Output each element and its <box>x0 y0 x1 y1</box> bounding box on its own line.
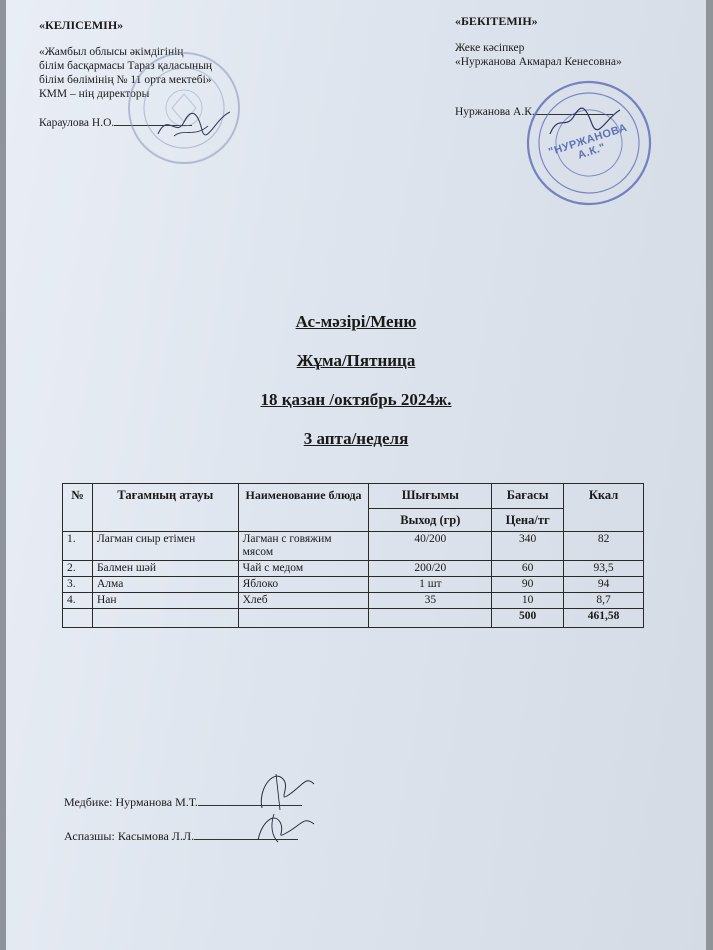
row-name-kz: Нан <box>92 593 238 609</box>
approved-line-1: Жеке кәсіпкер <box>455 42 525 54</box>
week-title: 3 апта/неделя <box>303 429 409 448</box>
row-kcal: 8,7 <box>564 593 644 609</box>
table-row <box>63 577 644 593</box>
approved-heading: «БЕКІТЕМІН» <box>455 14 538 28</box>
header-kcal: Ккал <box>564 484 644 532</box>
agreed-line-4: КММ – нің директоры <box>39 88 150 100</box>
header-name-kz: Тағамның атауы <box>92 484 238 532</box>
row-kcal: 93,5 <box>564 561 644 577</box>
totals-empty <box>92 609 238 628</box>
stamp-name: "НУРЖАНОВА А.К." <box>547 121 629 162</box>
agreed-line-3: білім бөлімінің № 11 орта мектебі» <box>39 74 212 86</box>
table-row <box>63 593 644 609</box>
row-yield: 200/20 <box>369 561 492 577</box>
row-kcal: 94 <box>564 577 644 593</box>
menu-title: Ас-мәзірі/Меню <box>295 312 417 331</box>
row-name-kz: Балмен шәй <box>92 561 238 577</box>
row-name-ru: Лагман с говяжим мясом <box>238 532 369 561</box>
row-num: 2. <box>63 561 93 577</box>
row-name-kz: Алма <box>92 577 238 593</box>
row-name-kz: Лагман сиыр етімен <box>92 532 238 561</box>
cook-label: Аспазшы: Касымова Л.Л. <box>64 829 195 843</box>
header-name-ru: Наименование блюда <box>238 484 369 532</box>
row-price: 10 <box>492 593 564 609</box>
totals-kcal: 461,58 <box>564 609 644 628</box>
row-name-ru: Чай с медом <box>238 561 369 577</box>
row-yield: 35 <box>369 593 492 609</box>
nurse-label: Медбике: Нурманова М.Т. <box>64 795 198 809</box>
totals-empty <box>63 609 93 628</box>
header-price-ru: Цена/тг <box>492 509 564 532</box>
totals-row <box>63 609 644 628</box>
totals-empty <box>238 609 369 628</box>
agreed-line-2: білім басқармасы Тараз қаласының <box>39 60 213 72</box>
totals-price: 500 <box>492 609 564 628</box>
agreed-signer: Караулова Н.О. <box>39 117 115 129</box>
row-price: 340 <box>492 532 564 561</box>
table-header-row <box>63 484 644 509</box>
row-name-ru: Хлеб <box>238 593 369 609</box>
date-title: 18 қазан /октябрь 2024ж. <box>260 390 452 409</box>
menu-table <box>62 483 644 628</box>
row-num: 3. <box>63 577 93 593</box>
table-row <box>63 532 644 561</box>
header-yield-kz: Шығымы <box>369 484 492 509</box>
title-block <box>6 312 706 468</box>
agreed-heading: «КЕЛІСЕМІН» <box>39 18 124 32</box>
director-signature-icon <box>154 108 234 142</box>
header-price-kz: Бағасы <box>492 484 564 509</box>
row-yield: 1 шт <box>369 577 492 593</box>
row-num: 4. <box>63 593 93 609</box>
day-title: Жұма/Пятница <box>296 351 416 370</box>
document-page <box>6 0 706 950</box>
approved-line-2: «Нуржанова Акмарал Кенесовна» <box>455 56 622 68</box>
row-kcal: 82 <box>564 532 644 561</box>
row-yield: 40/200 <box>369 532 492 561</box>
agreed-line-1: «Жамбыл облысы әкімдігінің <box>39 46 184 58</box>
row-price: 60 <box>492 561 564 577</box>
table-row <box>63 561 644 577</box>
entrepreneur-signature-icon <box>546 104 626 140</box>
row-name-ru: Яблоко <box>238 577 369 593</box>
row-price: 90 <box>492 577 564 593</box>
cook-signature-icon <box>244 806 324 846</box>
header-num: № <box>63 484 93 532</box>
totals-empty <box>369 609 492 628</box>
approved-signer: Нуржанова А.К. <box>455 106 535 118</box>
header-yield-ru: Выход (гр) <box>369 509 492 532</box>
row-num: 1. <box>63 532 93 561</box>
